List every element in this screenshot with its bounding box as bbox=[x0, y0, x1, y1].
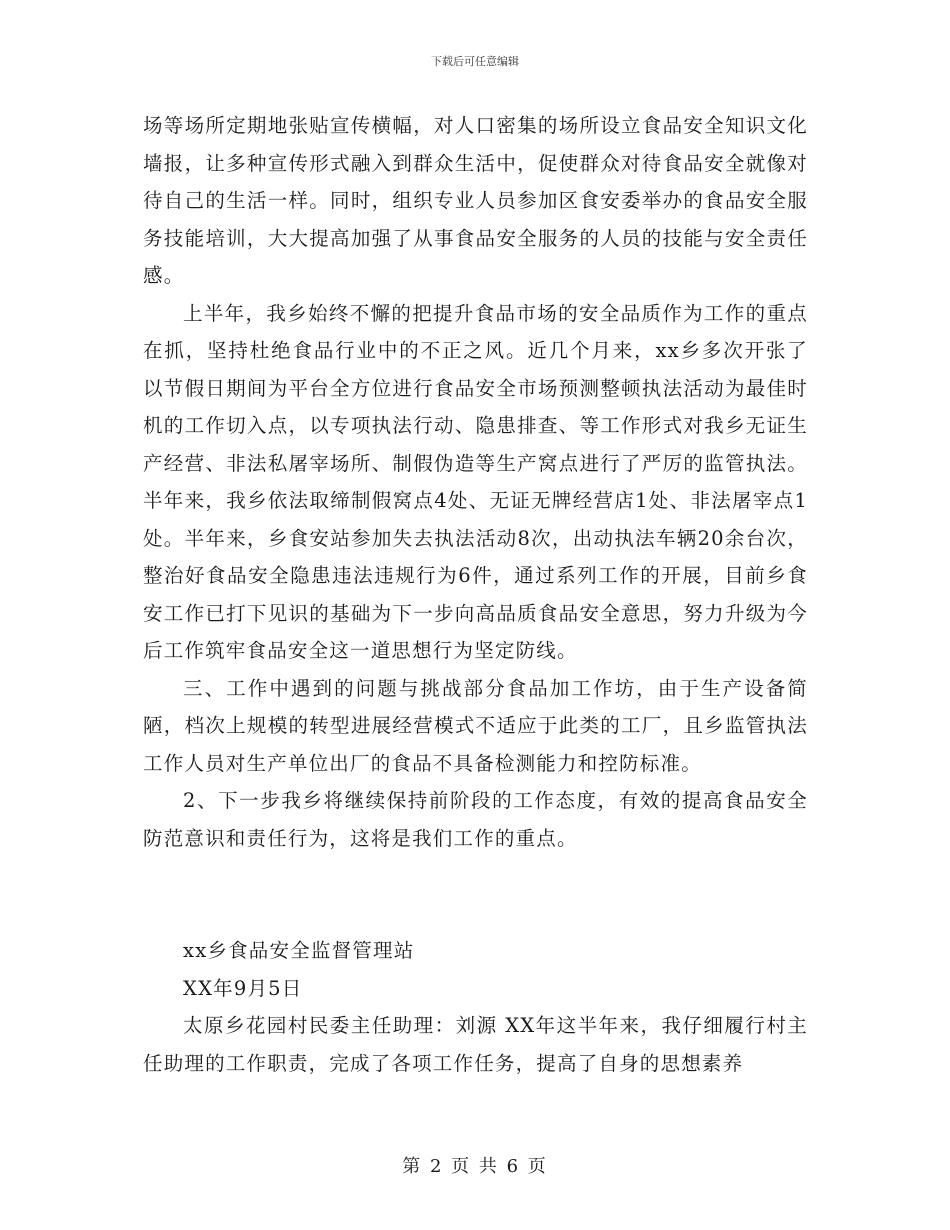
paragraph-first-half-work: 上半年，我乡始终不懈的把提升食品市场的安全品质作为工作的重点在抓，坚持杜绝食品行业中的不正之风。近几个月来，xx乡多次开张了以节假日期间为平台全方位进行食品安全市场预测整顿执法活动为最佳时机的工作切入点，以专项执法行动、隐患排查、等工作形式对我乡无证生产经营、非法私屠宰场所、制假伪造等生产窝点进行了严厉的监管执法。半年来，我乡依法取缔制假窝点4处、无证无牌经营店1处、非法屠宰点1处。半年来，乡食安站参加失去执法活动8次，出动执法车辆20余台次，整治好食品安全隐患违法违规行为6件，通过系列工作的开展，目前乡食安工作已打下见识的基础为下一步向高品质食品安全意思，努力升级为今后工作筑牢食品安全这一道思想行为坚定防线。 bbox=[143, 301, 808, 662]
page-number: 第 2 页 共 6 页 bbox=[402, 1156, 548, 1177]
page-header: 下载后可任意编辑 bbox=[431, 55, 519, 68]
document-body bbox=[143, 107, 808, 1082]
paragraph-next-steps: 2、下一步我乡将继续保持前阶段的工作态度，有效的提高食品安全防范意识和责任行为，这将是我们工作的重点。 bbox=[143, 789, 808, 850]
signature-date: XX年9月5日 bbox=[183, 976, 303, 1000]
spacer bbox=[143, 857, 808, 932]
paragraph-continuation: 场等场所定期地张贴宣传横幅，对人口密集的场所设立食品安全知识文化墙报，让多种宣传形式融入到群众生活中，促使群众对待食品安全就像对待自己的生活一样。同时，组织专业人员参加区食安委举办的食品安全服务技能培训，大大提高加强了从事食品安全服务的人员的技能与安全责任感。 bbox=[143, 114, 808, 287]
paragraph-problems: 三、工作中遇到的问题与挑战部分食品加工作坊，由于生产设备简陋，档次上规模的转型进展经营模式不适应于此类的工厂，且乡监管执法工作人员对生产单位出厂的食品不具备检测能力和控防标准。 bbox=[143, 676, 808, 775]
signature-org: xx乡食品安全监督管理站 bbox=[183, 939, 415, 962]
paragraph-closing: 太原乡花园村民委主任助理：刘源 XX年这半年来，我仔细履行村主任助理的工作职责，完成了各项工作任务，提高了自身的思想素养 bbox=[143, 1014, 808, 1075]
